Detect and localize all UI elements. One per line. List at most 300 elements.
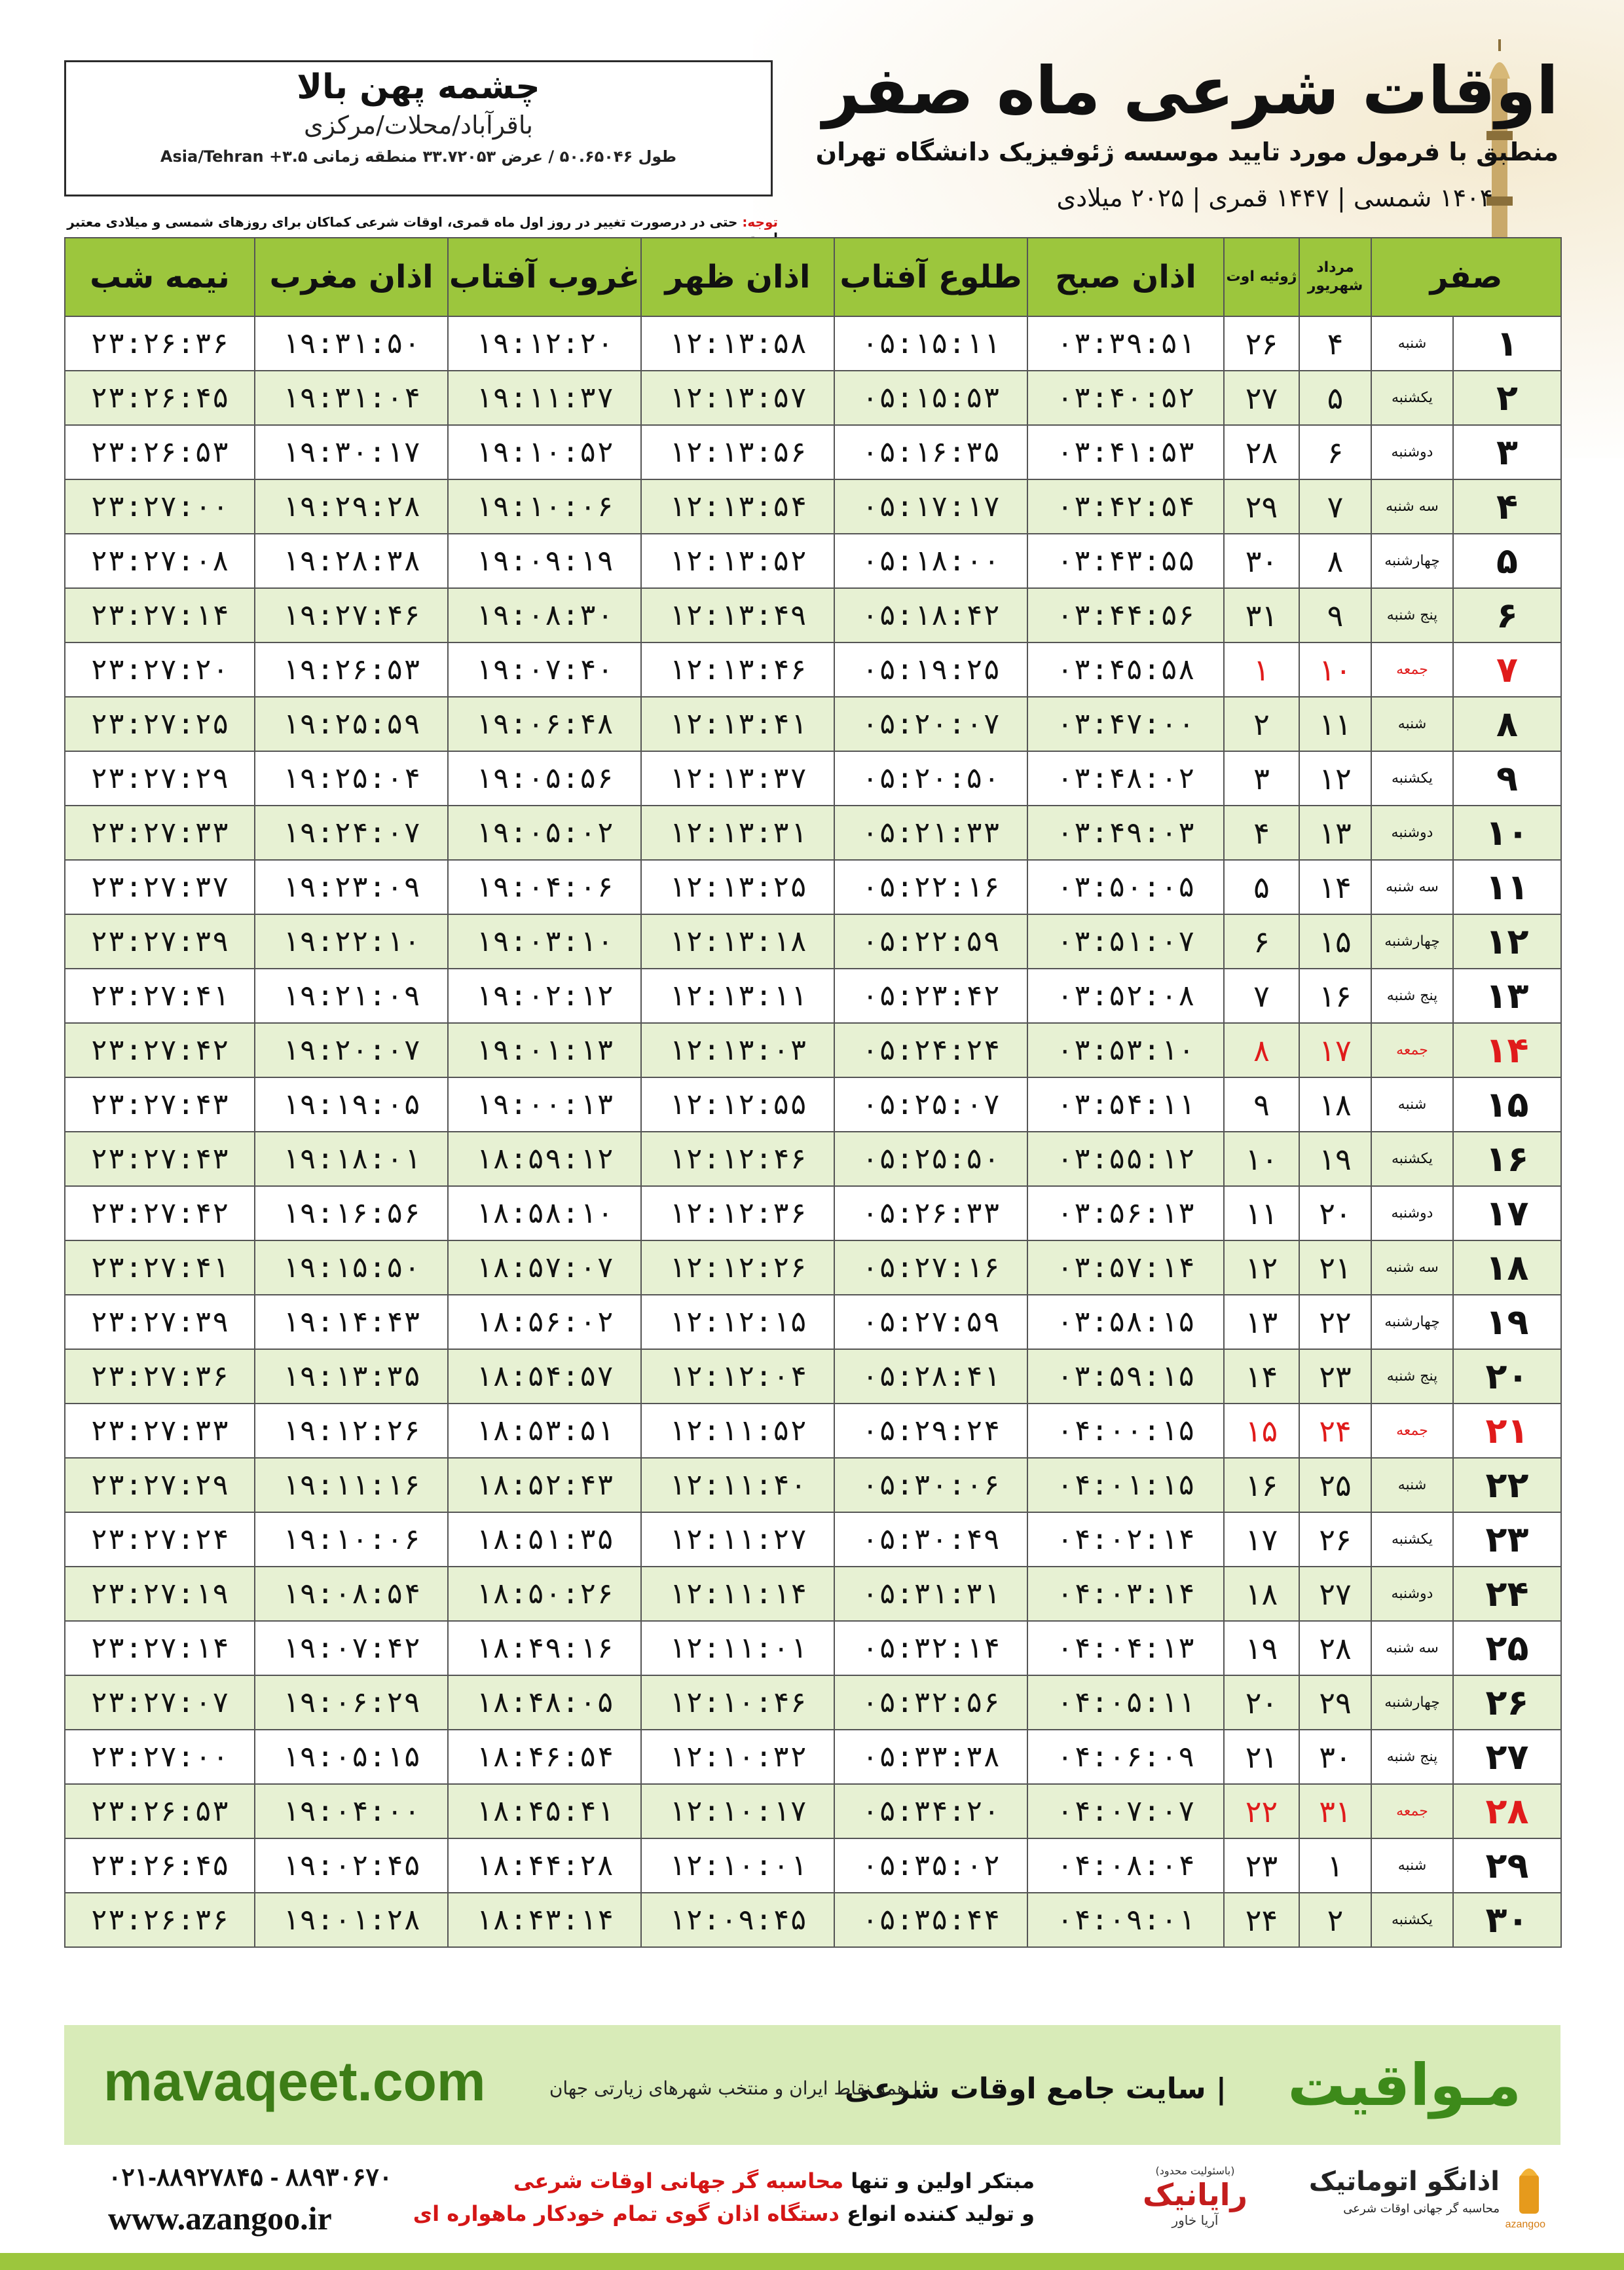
- midnight-time: ۲۳:۲۷:۳۳: [65, 1404, 255, 1458]
- brand-title: | سایت جامع اوقات شرعی: [845, 2072, 1227, 2106]
- sunrise-time: ۰۵:۲۵:۵۰: [834, 1132, 1027, 1186]
- weekday: دوشنبه: [1371, 806, 1453, 860]
- sunset-time: ۱۸:۴۳:۱۴: [448, 1893, 641, 1947]
- brand-logo-text: مـواقیت: [1287, 2051, 1521, 2119]
- dhuhr-time: ۱۲:۱۱:۲۷: [641, 1512, 834, 1567]
- weekday: یکشنبه: [1371, 371, 1453, 425]
- fajr-time: ۰۳:۴۱:۵۳: [1027, 425, 1224, 479]
- weekday: دوشنبه: [1371, 425, 1453, 479]
- gregorian-date: ۱۴: [1224, 1349, 1299, 1404]
- page-subtitle: منطبق با فرمول مورد تایید موسسه ژئوفیزیک دانشگاه تهران: [815, 138, 1559, 166]
- weekday: یکشنبه: [1371, 1512, 1453, 1567]
- maghrib-time: ۱۹:۱۰:۰۶: [255, 1512, 448, 1567]
- midnight-time: ۲۳:۲۷:۳۹: [65, 1295, 255, 1349]
- gregorian-date: ۳۰: [1224, 534, 1299, 588]
- fajr-time: ۰۴:۰۱:۱۵: [1027, 1458, 1224, 1512]
- shamsi-date: ۶: [1299, 425, 1371, 479]
- sunrise-time: ۰۵:۱۸:۴۲: [834, 588, 1027, 642]
- maghrib-time: ۱۹:۳۱:۰۴: [255, 371, 448, 425]
- azangoo-latin: azangoo: [1505, 2219, 1545, 2230]
- day-number: ۱۱: [1453, 860, 1561, 914]
- fajr-time: ۰۳:۴۳:۵۵: [1027, 534, 1224, 588]
- weekday: چهارشنبه: [1371, 914, 1453, 969]
- maghrib-time: ۱۹:۰۲:۴۵: [255, 1838, 448, 1893]
- sunset-time: ۱۹:۰۲:۱۲: [448, 969, 641, 1023]
- shamsi-date: ۸: [1299, 534, 1371, 588]
- dhuhr-time: ۱۲:۱۳:۵۲: [641, 534, 834, 588]
- brand-subtitle: | همه نقاط ایران و منتخب شهرهای زیارتی جهان: [549, 2077, 919, 2099]
- phone-numbers: ۰۲۱-۸۸۹۲۷۸۴۵ - ۸۸۹۳۰۶۷۰: [108, 2164, 393, 2191]
- note-text: حتی در درصورت تغییر در روز اول ماه قمری، اوقات شرعی کماکان برای روزهای شمسی و میلادی معتبر: [67, 214, 738, 230]
- sunset-time: ۱۸:۴۴:۲۸: [448, 1838, 641, 1893]
- weekday: دوشنبه: [1371, 1186, 1453, 1240]
- midnight-time: ۲۳:۲۷:۴۱: [65, 1240, 255, 1295]
- header-shamsi: مرداد شهریور: [1299, 238, 1371, 316]
- site-link[interactable]: mavaqeet.com: [103, 2051, 486, 2112]
- dhuhr-time: ۱۲:۱۳:۵۶: [641, 425, 834, 479]
- day-number: ۲۶: [1453, 1675, 1561, 1730]
- sunrise-time: ۰۵:۲۳:۴۲: [834, 969, 1027, 1023]
- table-row: [65, 1621, 1561, 1675]
- maghrib-time: ۱۹:۱۹:۰۵: [255, 1077, 448, 1132]
- day-number: ۳۰: [1453, 1893, 1561, 1947]
- day-number: ۲۴: [1453, 1567, 1561, 1621]
- day-number: ۲۱: [1453, 1404, 1561, 1458]
- weekday: پنج شنبه: [1371, 969, 1453, 1023]
- day-number: ۱۵: [1453, 1077, 1561, 1132]
- fajr-time: ۰۴:۰۷:۰۷: [1027, 1784, 1224, 1838]
- gregorian-date: ۳: [1224, 751, 1299, 806]
- table-row: [65, 860, 1561, 914]
- midnight-time: ۲۳:۲۶:۴۵: [65, 371, 255, 425]
- inventor-line1-a: مبتکر اولین و تنها: [843, 2168, 1035, 2193]
- gregorian-date: ۱۶: [1224, 1458, 1299, 1512]
- midnight-time: ۲۳:۲۷:۰۰: [65, 1730, 255, 1784]
- sunset-time: ۱۸:۵۶:۰۲: [448, 1295, 641, 1349]
- midnight-time: ۲۳:۲۷:۳۶: [65, 1349, 255, 1404]
- inventor-line2-b: دستگاه اذان گوی تمام خودکار ماهواره ای: [413, 2201, 840, 2226]
- dhuhr-time: ۱۲:۱۰:۰۱: [641, 1838, 834, 1893]
- gregorian-date: ۶: [1224, 914, 1299, 969]
- maghrib-time: ۱۹:۲۲:۱۰: [255, 914, 448, 969]
- gregorian-date: ۱۱: [1224, 1186, 1299, 1240]
- maghrib-time: ۱۹:۳۱:۵۰: [255, 316, 448, 371]
- sunrise-time: ۰۵:۳۲:۵۶: [834, 1675, 1027, 1730]
- midnight-time: ۲۳:۲۷:۱۹: [65, 1567, 255, 1621]
- table-row: [65, 534, 1561, 588]
- midnight-time: ۲۳:۲۷:۲۹: [65, 751, 255, 806]
- gregorian-date: ۱: [1224, 642, 1299, 697]
- shamsi-date: ۱۱: [1299, 697, 1371, 751]
- weekday: پنج شنبه: [1371, 1349, 1453, 1404]
- gregorian-date: ۲۲: [1224, 1784, 1299, 1838]
- weekday: یکشنبه: [1371, 1132, 1453, 1186]
- sunrise-time: ۰۵:۲۲:۱۶: [834, 860, 1027, 914]
- fajr-time: ۰۳:۴۴:۵۶: [1027, 588, 1224, 642]
- midnight-time: ۲۳:۲۶:۳۶: [65, 316, 255, 371]
- fajr-time: ۰۳:۵۶:۱۳: [1027, 1186, 1224, 1240]
- day-number: ۲۲: [1453, 1458, 1561, 1512]
- table-row: [65, 1675, 1561, 1730]
- city-name: چشمه پهن بالا: [297, 67, 540, 107]
- rayanik-logo: [1126, 2165, 1264, 2230]
- shamsi-date: ۱۶: [1299, 969, 1371, 1023]
- day-number: ۲۷: [1453, 1730, 1561, 1784]
- maghrib-time: ۱۹:۲۱:۰۹: [255, 969, 448, 1023]
- shamsi-date: ۱۴: [1299, 860, 1371, 914]
- sunset-time: ۱۹:۰۵:۰۲: [448, 806, 641, 860]
- sunrise-time: ۰۵:۳۰:۰۶: [834, 1458, 1027, 1512]
- dhuhr-time: ۱۲:۱۳:۵۷: [641, 371, 834, 425]
- table-row: [65, 1838, 1561, 1893]
- midnight-time: ۲۳:۲۷:۱۴: [65, 1621, 255, 1675]
- sunrise-time: ۰۵:۲۶:۳۳: [834, 1186, 1027, 1240]
- maghrib-time: ۱۹:۲۵:۵۹: [255, 697, 448, 751]
- dhuhr-time: ۱۲:۱۱:۴۰: [641, 1458, 834, 1512]
- header-maghrib: اذان مغرب: [255, 238, 448, 316]
- rayanik-caption: (باسئولیت محدود): [1155, 2165, 1235, 2177]
- sunrise-time: ۰۵:۲۷:۵۹: [834, 1295, 1027, 1349]
- gregorian-date: ۱۹: [1224, 1621, 1299, 1675]
- table-body: [65, 316, 1561, 1947]
- note-label: توجه:: [742, 214, 778, 230]
- shamsi-date: ۱۰: [1299, 642, 1371, 697]
- day-number: ۱۲: [1453, 914, 1561, 969]
- gregorian-date: ۲۳: [1224, 1838, 1299, 1893]
- sunrise-time: ۰۵:۲۹:۲۴: [834, 1404, 1027, 1458]
- day-number: ۲: [1453, 371, 1561, 425]
- dhuhr-time: ۱۲:۱۳:۵۸: [641, 316, 834, 371]
- dhuhr-time: ۱۲:۱۳:۳۱: [641, 806, 834, 860]
- midnight-time: ۲۳:۲۷:۴۳: [65, 1077, 255, 1132]
- midnight-time: ۲۳:۲۷:۳۷: [65, 860, 255, 914]
- sunrise-time: ۰۵:۲۰:۰۷: [834, 697, 1027, 751]
- shamsi-date: ۹: [1299, 588, 1371, 642]
- mavaqeet-banner: [64, 2025, 1560, 2145]
- dhuhr-time: ۱۲:۱۱:۰۱: [641, 1621, 834, 1675]
- day-number: ۱۳: [1453, 969, 1561, 1023]
- shamsi-date: ۷: [1299, 479, 1371, 534]
- day-number: ۲۸: [1453, 1784, 1561, 1838]
- weekday: شنبه: [1371, 1077, 1453, 1132]
- city-area: باقرآباد/محلات/مرکزی: [304, 111, 533, 140]
- header-sunrise: طلوع آفتاب: [834, 238, 1027, 316]
- sunrise-time: ۰۵:۲۵:۰۷: [834, 1077, 1027, 1132]
- day-number: ۲۵: [1453, 1621, 1561, 1675]
- rayanik-name: رایانیک: [1143, 2177, 1247, 2212]
- maghrib-time: ۱۹:۲۸:۳۸: [255, 534, 448, 588]
- bottom-stripe: [0, 2253, 1624, 2270]
- day-number: ۱۶: [1453, 1132, 1561, 1186]
- maghrib-time: ۱۹:۰۷:۴۲: [255, 1621, 448, 1675]
- weekday: شنبه: [1371, 697, 1453, 751]
- dhuhr-time: ۱۲:۱۳:۰۳: [641, 1023, 834, 1077]
- day-number: ۶: [1453, 588, 1561, 642]
- sunrise-time: ۰۵:۱۵:۱۱: [834, 316, 1027, 371]
- midnight-time: ۲۳:۲۷:۴۱: [65, 969, 255, 1023]
- prayer-times-table: [64, 237, 1562, 1948]
- table-row: [65, 1458, 1561, 1512]
- sunset-time: ۱۸:۵۱:۳۵: [448, 1512, 641, 1567]
- dhuhr-time: ۱۲:۱۱:۵۲: [641, 1404, 834, 1458]
- fajr-time: ۰۳:۵۴:۱۱: [1027, 1077, 1224, 1132]
- day-number: ۱۴: [1453, 1023, 1561, 1077]
- maghrib-time: ۱۹:۰۴:۰۰: [255, 1784, 448, 1838]
- gregorian-date: ۲۰: [1224, 1675, 1299, 1730]
- table-row: [65, 914, 1561, 969]
- gregorian-date: ۱۸: [1224, 1567, 1299, 1621]
- weekday: پنج شنبه: [1371, 1730, 1453, 1784]
- dhuhr-time: ۱۲:۱۱:۱۴: [641, 1567, 834, 1621]
- midnight-time: ۲۳:۲۷:۲۹: [65, 1458, 255, 1512]
- dhuhr-time: ۱۲:۱۳:۴۱: [641, 697, 834, 751]
- fajr-time: ۰۴:۰۳:۱۴: [1027, 1567, 1224, 1621]
- sunset-time: ۱۹:۱۲:۲۰: [448, 316, 641, 371]
- shamsi-date: ۲۴: [1299, 1404, 1371, 1458]
- fajr-time: ۰۳:۵۹:۱۵: [1027, 1349, 1224, 1404]
- shamsi-date: ۲۷: [1299, 1567, 1371, 1621]
- day-number: ۳: [1453, 425, 1561, 479]
- header-fajr: اذان صبح: [1027, 238, 1224, 316]
- day-number: ۲۹: [1453, 1838, 1561, 1893]
- maghrib-time: ۱۹:۱۶:۵۶: [255, 1186, 448, 1240]
- fajr-time: ۰۳:۵۰:۰۵: [1027, 860, 1224, 914]
- day-number: ۷: [1453, 642, 1561, 697]
- gregorian-date: ۲۷: [1224, 371, 1299, 425]
- sunset-time: ۱۸:۴۸:۰۵: [448, 1675, 641, 1730]
- maghrib-time: ۱۹:۲۴:۰۷: [255, 806, 448, 860]
- shamsi-date: ۱۲: [1299, 751, 1371, 806]
- day-number: ۸: [1453, 697, 1561, 751]
- inventor-text: [413, 2165, 1035, 2230]
- sunset-time: ۱۸:۵۷:۰۷: [448, 1240, 641, 1295]
- table-row: [65, 1240, 1561, 1295]
- dhuhr-time: ۱۲:۱۳:۴۶: [641, 642, 834, 697]
- gregorian-date: ۴: [1224, 806, 1299, 860]
- weekday: شنبه: [1371, 316, 1453, 371]
- sunrise-time: ۰۵:۳۱:۳۱: [834, 1567, 1027, 1621]
- midnight-time: ۲۳:۲۶:۴۵: [65, 1838, 255, 1893]
- dhuhr-time: ۱۲:۰۹:۴۵: [641, 1893, 834, 1947]
- gregorian-date: ۹: [1224, 1077, 1299, 1132]
- azangoo-icon: [1506, 2161, 1552, 2220]
- gregorian-date: ۱۷: [1224, 1512, 1299, 1567]
- day-number: ۱۷: [1453, 1186, 1561, 1240]
- weekday: جمعه: [1371, 642, 1453, 697]
- midnight-time: ۲۳:۲۷:۲۴: [65, 1512, 255, 1567]
- shamsi-date: ۳۱: [1299, 1784, 1371, 1838]
- dhuhr-time: ۱۲:۱۲:۰۴: [641, 1349, 834, 1404]
- table-row: [65, 1023, 1561, 1077]
- dhuhr-time: ۱۲:۱۲:۲۶: [641, 1240, 834, 1295]
- sunset-time: ۱۹:۰۸:۳۰: [448, 588, 641, 642]
- table-row: [65, 1077, 1561, 1132]
- gregorian-date: ۸: [1224, 1023, 1299, 1077]
- sunrise-time: ۰۵:۱۵:۵۳: [834, 371, 1027, 425]
- maghrib-time: ۱۹:۱۴:۴۳: [255, 1295, 448, 1349]
- table-row: [65, 697, 1561, 751]
- inventor-line2-a: و تولید کننده انواع: [839, 2201, 1035, 2226]
- shamsi-date: ۴: [1299, 316, 1371, 371]
- sunrise-time: ۰۵:۲۱:۳۳: [834, 806, 1027, 860]
- day-number: ۱: [1453, 316, 1561, 371]
- gregorian-date: ۲۴: [1224, 1893, 1299, 1947]
- midnight-time: ۲۳:۲۷:۳۹: [65, 914, 255, 969]
- maghrib-time: ۱۹:۲۶:۵۳: [255, 642, 448, 697]
- table-row: [65, 806, 1561, 860]
- sunrise-time: ۰۵:۱۹:۲۵: [834, 642, 1027, 697]
- maghrib-time: ۱۹:۰۵:۱۵: [255, 1730, 448, 1784]
- shamsi-date: ۲۰: [1299, 1186, 1371, 1240]
- sunset-time: ۱۹:۰۰:۱۳: [448, 1077, 641, 1132]
- weekday: جمعه: [1371, 1404, 1453, 1458]
- weekday: سه شنبه: [1371, 1240, 1453, 1295]
- shamsi-date: ۱: [1299, 1838, 1371, 1893]
- sunrise-time: ۰۵:۲۴:۲۴: [834, 1023, 1027, 1077]
- table-row: [65, 371, 1561, 425]
- year-line: ۱۴۰۴ شمسی | ۱۴۴۷ قمری | ۲۰۲۵ میلادی: [1056, 183, 1493, 212]
- dhuhr-time: ۱۲:۱۰:۳۲: [641, 1730, 834, 1784]
- sunset-time: ۱۸:۴۵:۴۱: [448, 1784, 641, 1838]
- fajr-time: ۰۳:۴۰:۵۲: [1027, 371, 1224, 425]
- sunrise-time: ۰۵:۲۰:۵۰: [834, 751, 1027, 806]
- website-link[interactable]: www.azangoo.ir: [108, 2200, 332, 2237]
- header-month: صفر: [1371, 238, 1561, 316]
- sunrise-time: ۰۵:۳۰:۴۹: [834, 1512, 1027, 1567]
- shamsi-date: ۵: [1299, 371, 1371, 425]
- midnight-time: ۲۳:۲۷:۱۴: [65, 588, 255, 642]
- fajr-time: ۰۳:۵۷:۱۴: [1027, 1240, 1224, 1295]
- sunset-time: ۱۸:۵۸:۱۰: [448, 1186, 641, 1240]
- day-number: ۲۰: [1453, 1349, 1561, 1404]
- midnight-time: ۲۳:۲۷:۲۰: [65, 642, 255, 697]
- table-row: [65, 969, 1561, 1023]
- sunset-time: ۱۹:۰۵:۵۶: [448, 751, 641, 806]
- sunset-time: ۱۹:۰۴:۰۶: [448, 860, 641, 914]
- dhuhr-time: ۱۲:۱۳:۴۹: [641, 588, 834, 642]
- fajr-time: ۰۴:۰۰:۱۵: [1027, 1404, 1224, 1458]
- day-number: ۲۳: [1453, 1512, 1561, 1567]
- dhuhr-time: ۱۲:۱۲:۳۶: [641, 1186, 834, 1240]
- table-row: [65, 425, 1561, 479]
- sunset-time: ۱۹:۱۱:۳۷: [448, 371, 641, 425]
- sunset-time: ۱۸:۵۳:۵۱: [448, 1404, 641, 1458]
- day-number: ۱۹: [1453, 1295, 1561, 1349]
- sunset-time: ۱۸:۵۴:۵۷: [448, 1349, 641, 1404]
- sunset-time: ۱۹:۱۰:۰۶: [448, 479, 641, 534]
- dhuhr-time: ۱۲:۱۳:۱۱: [641, 969, 834, 1023]
- fajr-time: ۰۴:۰۲:۱۴: [1027, 1512, 1224, 1567]
- sunset-time: ۱۹:۰۹:۱۹: [448, 534, 641, 588]
- header-gregorian: ژوئیه اوت: [1224, 238, 1299, 316]
- sunset-time: ۱۸:۵۹:۱۲: [448, 1132, 641, 1186]
- midnight-time: ۲۳:۲۷:۰۷: [65, 1675, 255, 1730]
- table-row: [65, 1512, 1561, 1567]
- fajr-time: ۰۳:۵۸:۱۵: [1027, 1295, 1224, 1349]
- table-row: [65, 1349, 1561, 1404]
- fajr-time: ۰۳:۵۳:۱۰: [1027, 1023, 1224, 1077]
- azangoo-logo: [1297, 2161, 1559, 2233]
- sunset-time: ۱۹:۱۰:۵۲: [448, 425, 641, 479]
- midnight-time: ۲۳:۲۶:۵۳: [65, 1784, 255, 1838]
- weekday: چهارشنبه: [1371, 1675, 1453, 1730]
- maghrib-time: ۱۹:۰۸:۵۴: [255, 1567, 448, 1621]
- gregorian-date: ۲: [1224, 697, 1299, 751]
- day-number: ۹: [1453, 751, 1561, 806]
- sunrise-time: ۰۵:۳۴:۲۰: [834, 1784, 1027, 1838]
- weekday: جمعه: [1371, 1023, 1453, 1077]
- maghrib-time: ۱۹:۱۲:۲۶: [255, 1404, 448, 1458]
- weekday: پنج شنبه: [1371, 588, 1453, 642]
- maghrib-time: ۱۹:۰۱:۲۸: [255, 1893, 448, 1947]
- day-number: ۵: [1453, 534, 1561, 588]
- table-row: [65, 751, 1561, 806]
- gregorian-date: ۱۰: [1224, 1132, 1299, 1186]
- dhuhr-time: ۱۲:۱۳:۵۴: [641, 479, 834, 534]
- midnight-time: ۲۳:۲۶:۵۳: [65, 425, 255, 479]
- maghrib-time: ۱۹:۰۶:۲۹: [255, 1675, 448, 1730]
- weekday: چهارشنبه: [1371, 534, 1453, 588]
- gregorian-date: ۲۹: [1224, 479, 1299, 534]
- midnight-time: ۲۳:۲۷:۰۸: [65, 534, 255, 588]
- maghrib-time: ۱۹:۲۹:۲۸: [255, 479, 448, 534]
- midnight-time: ۲۳:۲۷:۳۳: [65, 806, 255, 860]
- gregorian-date: ۲۶: [1224, 316, 1299, 371]
- shamsi-date: ۱۸: [1299, 1077, 1371, 1132]
- fajr-time: ۰۳:۴۷:۰۰: [1027, 697, 1224, 751]
- table-row: [65, 1567, 1561, 1621]
- weekday: سه شنبه: [1371, 860, 1453, 914]
- dhuhr-time: ۱۲:۱۲:۵۵: [641, 1077, 834, 1132]
- shamsi-date: ۲: [1299, 1893, 1371, 1947]
- shamsi-date: ۲۹: [1299, 1675, 1371, 1730]
- midnight-time: ۲۳:۲۷:۲۵: [65, 697, 255, 751]
- weekday: شنبه: [1371, 1458, 1453, 1512]
- shamsi-date: ۲۳: [1299, 1349, 1371, 1404]
- fajr-time: ۰۴:۰۸:۰۴: [1027, 1838, 1224, 1893]
- shamsi-date: ۲۸: [1299, 1621, 1371, 1675]
- midnight-time: ۲۳:۲۷:۴۲: [65, 1023, 255, 1077]
- table-row: [65, 1893, 1561, 1947]
- day-number: ۴: [1453, 479, 1561, 534]
- midnight-time: ۲۳:۲۷:۰۰: [65, 479, 255, 534]
- weekday: دوشنبه: [1371, 1567, 1453, 1621]
- header-midnight: نیمه شب: [65, 238, 255, 316]
- sunrise-time: ۰۵:۳۵:۴۴: [834, 1893, 1027, 1947]
- day-number: ۱۰: [1453, 806, 1561, 860]
- midnight-time: ۲۳:۲۷:۴۲: [65, 1186, 255, 1240]
- table-row: [65, 1404, 1561, 1458]
- midnight-time: ۲۳:۲۶:۳۶: [65, 1893, 255, 1947]
- maghrib-time: ۱۹:۱۳:۳۵: [255, 1349, 448, 1404]
- shamsi-date: ۲۵: [1299, 1458, 1371, 1512]
- table-row: [65, 1730, 1561, 1784]
- fajr-time: ۰۳:۵۱:۰۷: [1027, 914, 1224, 969]
- midnight-time: ۲۳:۲۷:۴۳: [65, 1132, 255, 1186]
- gregorian-date: ۳۱: [1224, 588, 1299, 642]
- azangoo-name: اذانگو اتوماتیک: [1308, 2167, 1500, 2197]
- dhuhr-time: ۱۲:۱۰:۱۷: [641, 1784, 834, 1838]
- shamsi-date: ۲۶: [1299, 1512, 1371, 1567]
- table-row: [65, 1186, 1561, 1240]
- sunrise-time: ۰۵:۳۵:۰۲: [834, 1838, 1027, 1893]
- sunset-time: ۱۹:۰۱:۱۳: [448, 1023, 641, 1077]
- shamsi-date: ۱۹: [1299, 1132, 1371, 1186]
- day-number: ۱۸: [1453, 1240, 1561, 1295]
- sunrise-time: ۰۵:۱۷:۱۷: [834, 479, 1027, 534]
- maghrib-time: ۱۹:۲۳:۰۹: [255, 860, 448, 914]
- fajr-time: ۰۳:۵۵:۱۲: [1027, 1132, 1224, 1186]
